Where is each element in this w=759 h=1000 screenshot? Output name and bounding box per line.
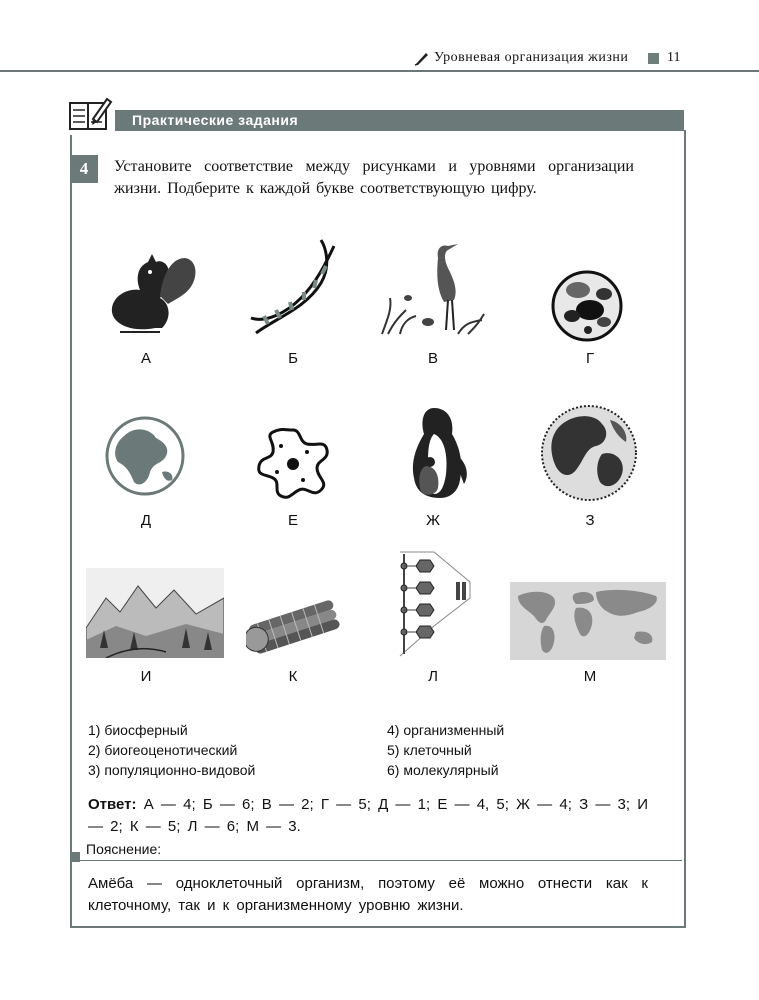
options-list-right xyxy=(387,720,504,780)
page-header xyxy=(0,0,759,72)
page-number: 11 xyxy=(667,50,681,65)
heron-ecosystem-icon xyxy=(378,238,486,340)
answer-block xyxy=(88,794,648,838)
explanation-rule xyxy=(70,860,682,861)
picture-label: В xyxy=(427,350,438,367)
explanation-label: Пояснение: xyxy=(86,841,162,857)
squirrel-icon xyxy=(100,248,200,340)
explanation-text: Амёба — одноклеточный организм, поэтому её можно отнести как к клеточному, так и к организменному уровню жизни. xyxy=(88,875,648,914)
world-map-icon xyxy=(510,582,666,660)
notebook-pen-icon xyxy=(67,95,113,135)
picture-label: Д xyxy=(140,512,152,529)
molecule-chain-icon xyxy=(394,548,476,660)
picture-label: Г xyxy=(585,350,595,367)
option-item: 6) молекулярный xyxy=(387,762,499,778)
header-square-marker xyxy=(648,53,659,64)
section-title: Практические задания xyxy=(132,112,299,128)
landscape-icon xyxy=(86,568,224,658)
picture-label: Е xyxy=(287,512,298,529)
amoeba-icon xyxy=(255,426,331,500)
picture-label: М xyxy=(583,668,597,685)
quill-icon xyxy=(414,50,430,66)
answer-label: Ответ: xyxy=(88,796,137,813)
options-list-left xyxy=(88,720,255,780)
task-number: 4 xyxy=(70,155,98,183)
option-item: 5) клеточный xyxy=(387,742,472,758)
globe-icon xyxy=(104,416,186,496)
picture-label: З xyxy=(585,512,595,529)
picture-label: А xyxy=(140,350,151,367)
running-title: Уровневая организация жизни xyxy=(434,50,629,65)
picture-label: Б xyxy=(288,350,298,367)
task-prompt: Установите соответствие между рисунками и уровнями организации жизни. Подберите к каждой букве соответствующую цифру. xyxy=(114,158,634,197)
option-item: 4) организменный xyxy=(387,722,505,738)
picture-label: И xyxy=(140,668,152,685)
microtubules-icon xyxy=(246,598,342,654)
picture-label: Ж xyxy=(426,512,440,529)
option-item: 2) биогеоценотический xyxy=(88,742,238,758)
option-item: 3) популяционно-видовой xyxy=(88,762,256,778)
picture-label: К xyxy=(288,668,298,685)
option-item: 1) биосферный xyxy=(88,722,188,738)
picture-label: Л xyxy=(428,668,438,685)
explanation-marker xyxy=(70,852,80,862)
cell-icon xyxy=(550,270,624,342)
header-rule xyxy=(0,70,759,72)
earth-texture-icon xyxy=(540,404,638,502)
answer-text: А — 4; Б — 6; В — 2; Г — 5; Д — 1; Е — 4, 5; Ж — 4; З — 3; И — 2; К — 5; Л — 6; М — 3. xyxy=(88,796,649,835)
penguins-icon xyxy=(400,404,476,502)
dna-icon xyxy=(246,238,336,338)
